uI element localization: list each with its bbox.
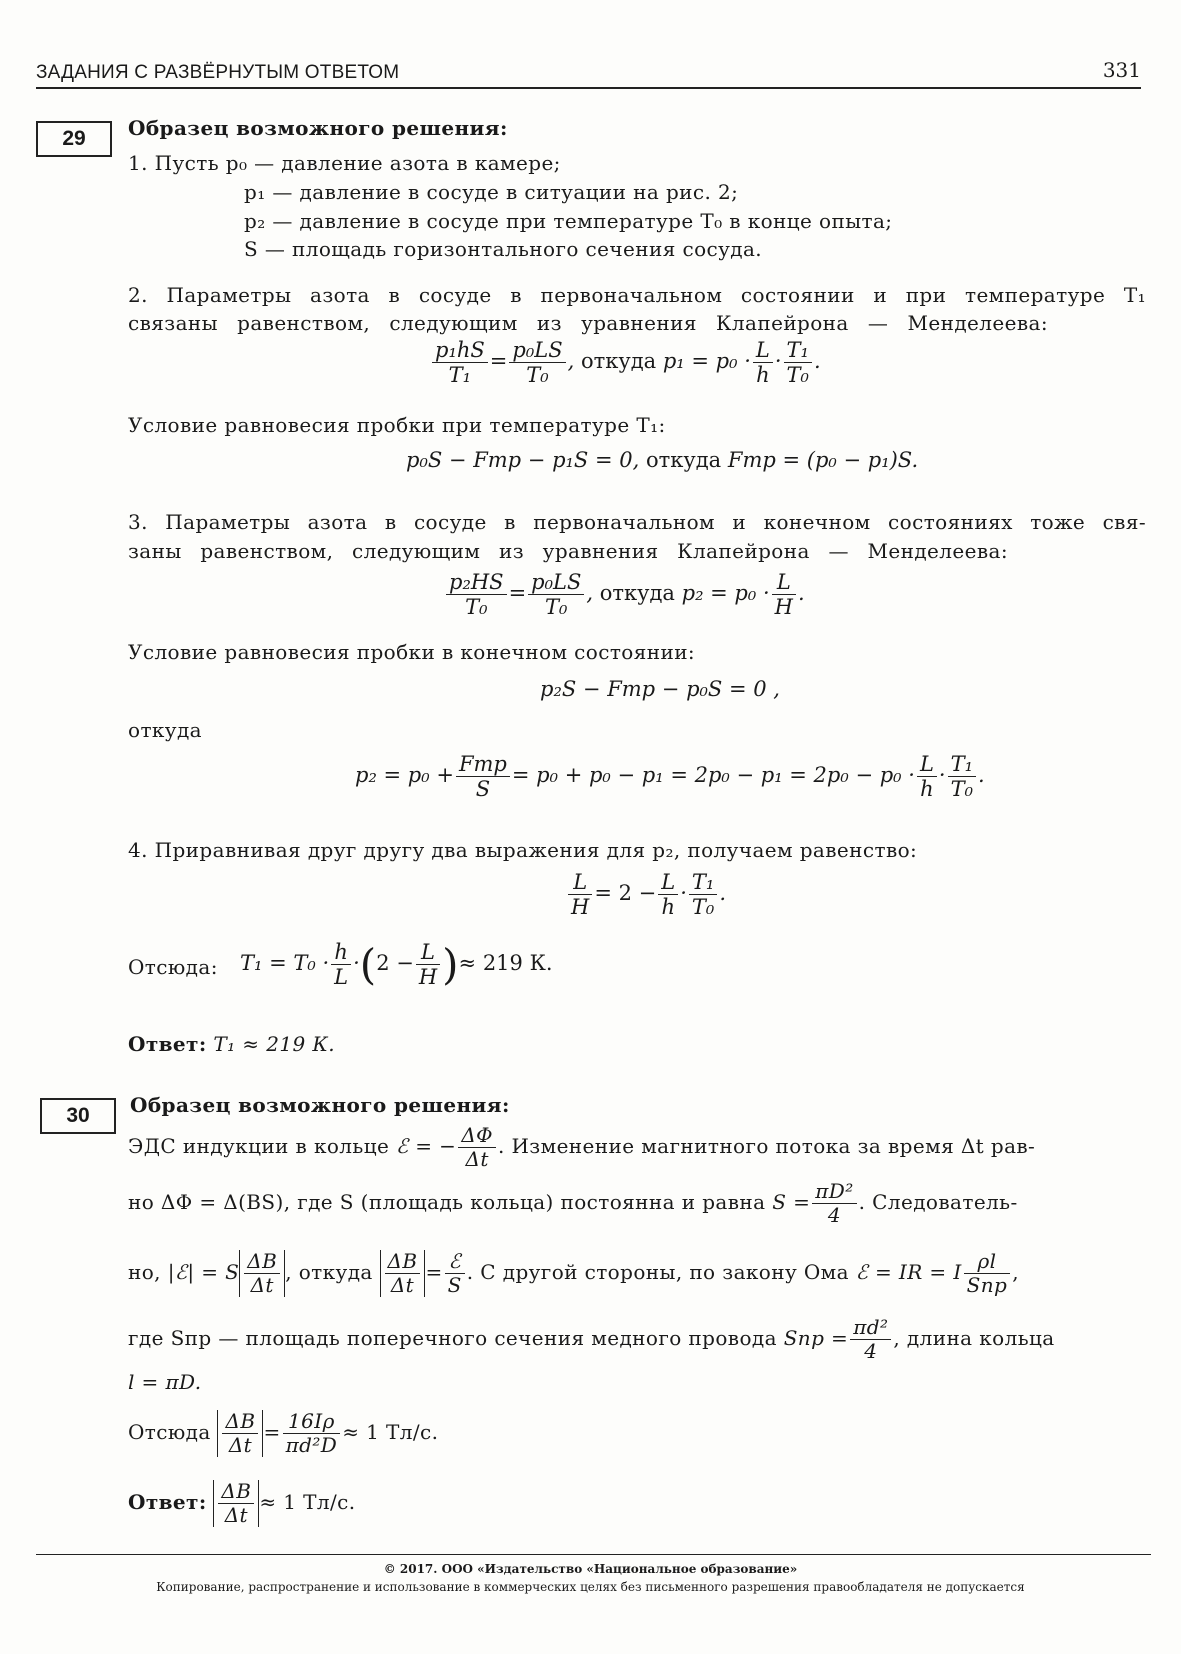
task30-line-1 xyxy=(128,1124,1035,1171)
eq7-L: L xyxy=(334,965,349,990)
eq2-left: p₀S − Fтр − p₁S = 0, xyxy=(406,448,640,472)
step-3-line-2: заны равенством, следующим из уравнения Клапейрона — Менделеева: xyxy=(128,539,1008,563)
r-value: ≈ 1 Тл/с. xyxy=(342,1420,439,1444)
eq7-two: 2 − xyxy=(376,951,414,976)
s3-den-S: S xyxy=(447,1273,462,1297)
eq6-H: H xyxy=(571,895,590,920)
eq5-middle: = p₀ + p₀ − p₁ = 2p₀ − p₁ = 2p₀ − p₀ · xyxy=(511,763,915,788)
task-30-number: 30 xyxy=(40,1098,116,1134)
s2-eq: S = xyxy=(772,1190,811,1214)
eq1-num-a: p₁hS xyxy=(432,338,488,363)
whence-text: откуда xyxy=(128,718,203,742)
s4-tail: , длина кольца xyxy=(893,1326,1055,1350)
footer-rule xyxy=(36,1554,1151,1555)
eq3-L: L xyxy=(772,570,796,595)
header-rule xyxy=(36,87,1141,89)
s3-num-2: ΔB xyxy=(385,1250,421,1274)
step-2-line-1: 2. Параметры азота в сосуде в первоначальном состоянии и при температуре T₁ xyxy=(128,283,1146,307)
s3-text: но, xyxy=(128,1260,161,1284)
footer-copyright: © 2017. ООО «Издательство «Национальное образование» xyxy=(383,1562,798,1576)
var-p1-def: p₁ — давление в сосуде в ситуации на рис. 2; xyxy=(244,180,739,204)
answer-30-label: Ответ: xyxy=(128,1490,207,1514)
task30-line-2 xyxy=(128,1180,1018,1227)
s4-num: πd² xyxy=(850,1316,891,1340)
eq6-T1: T₁ xyxy=(689,870,717,895)
eq1-den-b: T₀ xyxy=(526,363,549,388)
eq3-whence: откуда xyxy=(599,581,675,606)
s1-emf: ℰ = − xyxy=(395,1134,457,1158)
s3-ohm: . С другой стороны, по закону Ома xyxy=(466,1260,849,1284)
r-den: πd²D xyxy=(285,1433,338,1457)
answer-29-value: T₁ ≈ 219 К. xyxy=(213,1032,335,1056)
s1-tail: . Изменение магнитного потока за время Δt рав- xyxy=(497,1134,1036,1158)
equation-clapeyron-1: $\frac{\text{p₁hS}}{\text{T₁}}$ = $\frac{\text{p₀LS}}{\text{T₀}}$ , откуда p₁ = p₀ · $\frac{L}{h}$ · $\frac{\text{T₁}}{\text{T₀}}$ . xyxy=(430,338,821,387)
eq3-num-b: p₀LS xyxy=(528,570,584,595)
a-den: Δt xyxy=(224,1503,248,1527)
task-29-heading: Образец возможного решения: xyxy=(128,116,508,140)
s3-eq: |ℰ| = S xyxy=(167,1260,240,1284)
s1-text: ЭДС индукции в кольце xyxy=(128,1134,390,1158)
answer-30 xyxy=(128,1480,355,1527)
s1-num: ΔΦ xyxy=(458,1124,496,1148)
task30-result: Отсюда $\frac{\Delta B}{\Delta t}$ = $\frac{16I\rho}{\text{πd²D}}$ ≈ 1 Тл/с. xyxy=(128,1409,439,1457)
eq2-whence: откуда xyxy=(645,448,722,472)
s2-num: πD² xyxy=(812,1180,856,1204)
eq5-L: L xyxy=(917,752,937,777)
s1-den: Δt xyxy=(465,1147,489,1171)
eq1-result: p₁ = p₀ · xyxy=(662,349,751,374)
eq6-h: h xyxy=(661,895,675,920)
hence-label-30: Отсюда xyxy=(128,1420,211,1444)
equation-equilibrium-1 xyxy=(406,448,918,472)
eq2-right: Fтр = (p₀ − p₁)S. xyxy=(727,448,919,472)
s3-den-2: Δt xyxy=(390,1273,415,1297)
s3-num-rho: ρl xyxy=(964,1250,1011,1274)
eq1-T1: T₁ xyxy=(784,338,812,363)
eq6-L2: L xyxy=(658,870,678,895)
s2-tail: . Следователь- xyxy=(858,1190,1018,1214)
answer-30-value: ≈ 1 Тл/с. xyxy=(259,1490,356,1514)
eq3-num-a: p₂HS xyxy=(446,570,507,595)
eq1-h: h xyxy=(756,363,770,388)
answer-29 xyxy=(128,1032,335,1056)
answer-29-label: Ответ: xyxy=(128,1032,207,1056)
r-den-dt: Δt xyxy=(228,1433,253,1457)
ring-length: l = πD. xyxy=(128,1370,202,1394)
section-title: ЗАДАНИЯ С РАЗВЁРНУТЫМ ОТВЕТОМ xyxy=(36,62,400,83)
s4-eq: Sпр = xyxy=(783,1326,849,1350)
equilibrium-cond-1: Условие равновесия пробки при температуре T₁: xyxy=(128,413,666,437)
s3-num: ΔB xyxy=(244,1250,280,1274)
s3-num-emf: ℰ xyxy=(445,1250,465,1274)
var-p0-def: 1. Пусть p₀ — давление азота в камере; xyxy=(128,151,561,175)
s2-den: 4 xyxy=(827,1203,842,1227)
eq3-den-a: T₀ xyxy=(465,595,488,620)
step-2-line-2: связаны равенством, следующим из уравнения Клапейрона — Менделеева: xyxy=(128,311,1048,335)
eq6-L: L xyxy=(568,870,592,895)
eq1-num-b: p₀LS xyxy=(509,338,565,363)
equation-T1-result: T₁ = T₀ · $\frac{h}{L}$ ·(2 − $\frac{L}{H}$ )≈ 219 К. xyxy=(240,940,553,990)
task30-line-3: но, |ℰ| = S $\frac{\Delta B}{\Delta t}$ , откуда $\frac{\Delta B}{\Delta t}$ = $\frac{\text{ℰ}}{S}$ . С другой стороны, по закону Ома ℰ = IR = I $\frac{\rho l}{\text{Sпр}}$ , xyxy=(128,1249,1020,1297)
footer-notice: Копирование, распространение и использование в коммерческих целях без письменного разрешения правообладателя не допускается xyxy=(156,1580,1025,1594)
eq6-mid: = 2 − xyxy=(594,881,657,906)
eq1-T0: T₀ xyxy=(786,363,809,388)
equation-equilibrium-2: p₂S − Fтр − p₀S = 0 , xyxy=(540,677,780,701)
s4-text: где Sпр — площадь поперечного сечения медного провода xyxy=(128,1326,777,1350)
s3-den: Δt xyxy=(250,1273,274,1297)
eq3-den-b: T₀ xyxy=(545,595,568,620)
page-number: 331 xyxy=(1102,58,1141,82)
eq7-h: h xyxy=(331,940,351,965)
hence-label-29: Отсюда: xyxy=(128,955,218,979)
eq1-L: L xyxy=(753,338,773,363)
eq1-den-a: T₁ xyxy=(448,363,472,388)
eq3-result: p₂ = p₀ · xyxy=(681,581,770,606)
s3-den-Snp: Sпр xyxy=(966,1273,1008,1297)
eq5-T0: T₀ xyxy=(950,777,974,802)
a-num: ΔB xyxy=(218,1480,254,1504)
task-29-number: 29 xyxy=(36,121,112,157)
s3-ohm-eq: ℰ = IR = I xyxy=(855,1260,962,1284)
eq7-left: T₁ = T₀ · xyxy=(240,951,330,976)
eq7-H: H xyxy=(418,965,438,990)
eq7-L2: L xyxy=(416,940,440,965)
s3-whence: , откуда xyxy=(285,1260,373,1284)
task-30-heading: Образец возможного решения: xyxy=(130,1093,510,1117)
eq5-S: S xyxy=(475,777,491,802)
eq5-h: h xyxy=(920,777,934,802)
r-num: 16Iρ xyxy=(283,1410,341,1434)
equation-equate: $\frac{L}{H}$ = 2 − $\frac{L}{h}$ · $\frac{\text{T₁}}{\text{T₀}}$ . xyxy=(566,870,726,919)
s4-den: 4 xyxy=(864,1339,878,1363)
eq5-F: Fтр xyxy=(456,752,510,777)
eq3-H: H xyxy=(774,595,793,620)
equilibrium-cond-2: Условие равновесия пробки в конечном состоянии: xyxy=(128,640,696,664)
step-3-line-1: 3. Параметры азота в сосуде в первоначальном и конечном состояниях тоже свя- xyxy=(128,510,1146,534)
var-s-def: S — площадь горизонтального сечения сосуда. xyxy=(244,237,763,261)
eq7-right: ≈ 219 К. xyxy=(458,951,553,976)
eq5-left: p₂ = p₀ + xyxy=(355,763,454,788)
var-p2-def: p₂ — давление в сосуде при температуре T₀ в конце опыта; xyxy=(244,209,893,233)
s2-text: но ΔΦ = Δ(BS), где S (площадь кольца) постоянна и равна xyxy=(128,1190,766,1214)
task30-line-4 xyxy=(128,1316,1055,1363)
step-4-text: 4. Приравнивая друг другу два выражения для p₂, получаем равенство: xyxy=(128,838,918,862)
eq1-whence: откуда xyxy=(580,349,657,374)
equation-clapeyron-2: $\frac{\text{p₂HS}}{\text{T₀}}$ = $\frac{\text{p₀LS}}{\text{T₀}}$ , откуда p₂ = p₀ · $\frac{L}{H}$ . xyxy=(444,570,805,619)
eq5-T1: T₁ xyxy=(948,752,976,777)
equation-p2-expanded: p₂ = p₀ + $\frac{\text{Fтр}}{S}$ = p₀ + p₀ − p₁ = 2p₀ − p₁ = 2p₀ − p₀ · $\frac{L}{h}$ · $\frac{\text{T₁}}{\text{T₀}}$ . xyxy=(355,752,985,802)
r-num-dB: ΔB xyxy=(222,1410,258,1434)
eq6-T0: T₀ xyxy=(691,895,715,920)
